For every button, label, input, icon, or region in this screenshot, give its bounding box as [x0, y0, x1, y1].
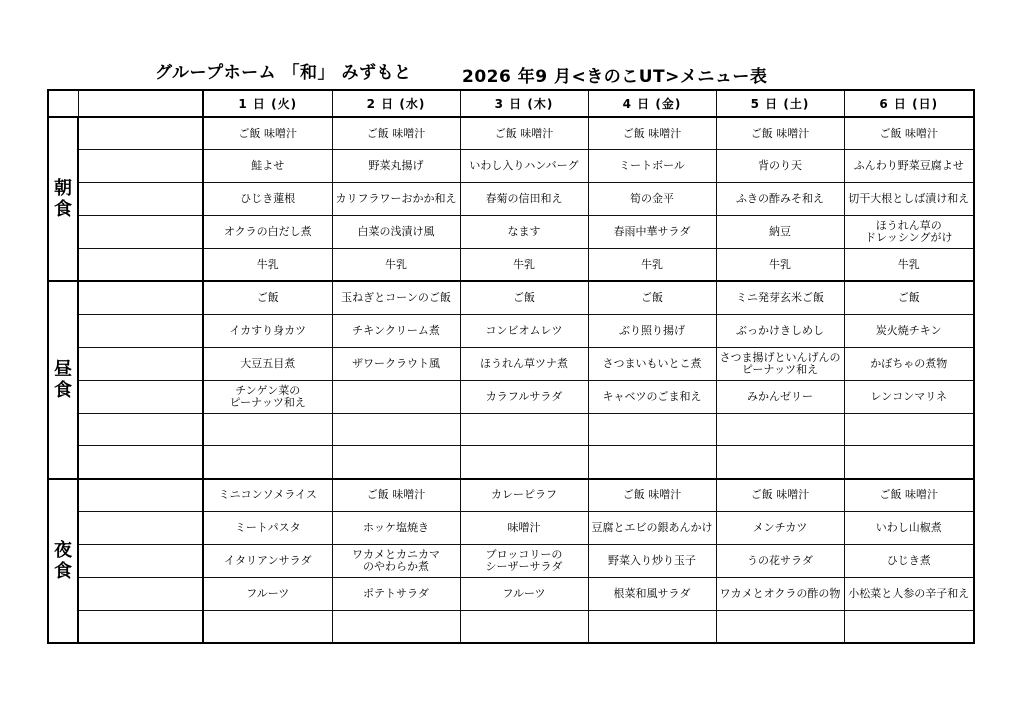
notes-cell — [78, 479, 203, 512]
menu-row — [48, 577, 974, 610]
dish-cell: ぶり照り揚げ — [588, 314, 716, 347]
dish-cell: ホッケ塩焼き — [332, 512, 460, 545]
menu-row — [48, 281, 974, 314]
dish-cell — [844, 446, 974, 479]
dish-cell: ご飯 味噌汁 — [716, 479, 844, 512]
header-corner-blank — [78, 90, 203, 117]
day-header: 3 日 (木) — [460, 90, 588, 117]
day-header: 1 日 (火) — [203, 90, 332, 117]
header-row — [48, 90, 974, 117]
dish-cell: ご飯 — [844, 281, 974, 314]
home-title: グループホーム 「和」 みずもと — [155, 63, 412, 83]
dish-cell: ご飯 味噌汁 — [460, 117, 588, 150]
dish-cell: 白菜の浅漬け風 — [332, 216, 460, 249]
dish-cell: ぶっかけきしめし — [716, 314, 844, 347]
meal-label: 昼 食 — [48, 281, 78, 478]
dish-cell: ご飯 味噌汁 — [332, 117, 460, 150]
dish-cell: ご飯 味噌汁 — [203, 117, 332, 150]
dish-cell: カレーピラフ — [460, 479, 588, 512]
dish-cell: なます — [460, 216, 588, 249]
menu-row — [48, 249, 974, 282]
dish-cell: 背のり天 — [716, 150, 844, 183]
notes-cell — [78, 446, 203, 479]
dish-cell — [332, 610, 460, 643]
day-header: 4 日 (金) — [588, 90, 716, 117]
notes-cell — [78, 347, 203, 380]
day-header: 5 日 (土) — [716, 90, 844, 117]
notes-cell — [78, 545, 203, 578]
dish-cell: ご飯 味噌汁 — [844, 479, 974, 512]
dish-cell: いわし山椒煮 — [844, 512, 974, 545]
dish-cell: 野菜丸揚げ — [332, 150, 460, 183]
meal-label: 夜 食 — [48, 479, 78, 643]
dish-cell: ほうれん草の ドレッシングがけ — [844, 216, 974, 249]
dish-cell: ミニ発芽玄米ご飯 — [716, 281, 844, 314]
notes-cell — [78, 577, 203, 610]
dish-cell: 牛乳 — [203, 249, 332, 282]
dish-cell — [716, 610, 844, 643]
dish-cell: ひじき煮 — [844, 545, 974, 578]
dish-cell: 牛乳 — [460, 249, 588, 282]
notes-cell — [78, 413, 203, 446]
dish-cell: ふきの酢みそ和え — [716, 183, 844, 216]
dish-cell — [203, 446, 332, 479]
notes-cell — [78, 281, 203, 314]
dish-cell: うの花サラダ — [716, 545, 844, 578]
dish-cell: 牛乳 — [332, 249, 460, 282]
notes-cell — [78, 117, 203, 150]
menu-row — [48, 512, 974, 545]
dish-cell: ほうれん草ツナ煮 — [460, 347, 588, 380]
dish-cell: 切干大根としば漬け和え — [844, 183, 974, 216]
menu-row — [48, 150, 974, 183]
dish-cell — [716, 413, 844, 446]
dish-cell — [716, 446, 844, 479]
dish-cell — [844, 413, 974, 446]
dish-cell: 野菜入り炒り玉子 — [588, 545, 716, 578]
dish-cell: メンチカツ — [716, 512, 844, 545]
menu-row — [48, 314, 974, 347]
menu-row — [48, 117, 974, 150]
dish-cell: カリフラワーおかか和え — [332, 183, 460, 216]
dish-cell: ワカメとカニカマ のやわらか煮 — [332, 545, 460, 578]
dish-cell: 小松菜と人参の辛子和え — [844, 577, 974, 610]
dish-cell — [460, 446, 588, 479]
dish-cell: 炭火焼チキン — [844, 314, 974, 347]
notes-cell — [78, 512, 203, 545]
menu-row — [48, 380, 974, 413]
dish-cell: 牛乳 — [844, 249, 974, 282]
dish-cell: ご飯 味噌汁 — [588, 479, 716, 512]
dish-cell — [844, 610, 974, 643]
dish-cell: 根菜和風サラダ — [588, 577, 716, 610]
dish-cell: さつま揚げといんげんの ピーナッツ和え — [716, 347, 844, 380]
menu-row — [48, 479, 974, 512]
dish-cell: みかんゼリー — [716, 380, 844, 413]
dish-cell: フルーツ — [203, 577, 332, 610]
dish-cell: 豆腐とエビの銀あんかけ — [588, 512, 716, 545]
dish-cell: ご飯 — [460, 281, 588, 314]
notes-cell — [78, 150, 203, 183]
dish-cell: ワカメとオクラの酢の物 — [716, 577, 844, 610]
dish-cell: オクラの白だし煮 — [203, 216, 332, 249]
dish-cell — [588, 610, 716, 643]
dish-cell: 味噌汁 — [460, 512, 588, 545]
notes-cell — [78, 249, 203, 282]
menu-row — [48, 545, 974, 578]
menu-row — [48, 610, 974, 643]
dish-cell: ふんわり野菜豆腐よせ — [844, 150, 974, 183]
dish-cell — [203, 413, 332, 446]
dish-cell: ご飯 — [203, 281, 332, 314]
notes-cell — [78, 216, 203, 249]
dish-cell: 春菊の信田和え — [460, 183, 588, 216]
dish-cell: 筍の金平 — [588, 183, 716, 216]
menu-row — [48, 183, 974, 216]
menu-month-title: 2026 年9 月<きのこUT>メニュー表 — [462, 67, 768, 87]
dish-cell: チキンクリーム煮 — [332, 314, 460, 347]
notes-cell — [78, 610, 203, 643]
dish-cell — [203, 610, 332, 643]
dish-cell: ご飯 — [588, 281, 716, 314]
dish-cell: ご飯 味噌汁 — [588, 117, 716, 150]
dish-cell: フルーツ — [460, 577, 588, 610]
dish-cell: レンコンマリネ — [844, 380, 974, 413]
day-header: 6 日 (日) — [844, 90, 974, 117]
menu-row — [48, 347, 974, 380]
dish-cell: 納豆 — [716, 216, 844, 249]
dish-cell: イカすり身カツ — [203, 314, 332, 347]
dish-cell: さつまいもいとこ煮 — [588, 347, 716, 380]
dish-cell: キャベツのごま和え — [588, 380, 716, 413]
dish-cell: ご飯 味噌汁 — [332, 479, 460, 512]
dish-cell — [332, 413, 460, 446]
dish-cell: 牛乳 — [716, 249, 844, 282]
dish-cell: ミニコンソメライス — [203, 479, 332, 512]
dish-cell: かぼちゃの煮物 — [844, 347, 974, 380]
dish-cell: ご飯 味噌汁 — [716, 117, 844, 150]
dish-cell: 春雨中華サラダ — [588, 216, 716, 249]
meal-label: 朝 食 — [48, 117, 78, 281]
dish-cell: カラフルサラダ — [460, 380, 588, 413]
dish-cell: ご飯 味噌汁 — [844, 117, 974, 150]
dish-cell — [588, 413, 716, 446]
dish-cell: ザワークラウト風 — [332, 347, 460, 380]
notes-cell — [78, 314, 203, 347]
day-header: 2 日 (水) — [332, 90, 460, 117]
dish-cell — [332, 380, 460, 413]
dish-cell: ミートパスタ — [203, 512, 332, 545]
dish-cell: 牛乳 — [588, 249, 716, 282]
dish-cell: いわし入りハンバーグ — [460, 150, 588, 183]
menu-row — [48, 216, 974, 249]
header-corner-meal — [48, 90, 78, 117]
dish-cell — [332, 446, 460, 479]
dish-cell — [460, 413, 588, 446]
dish-cell: 鮭よせ — [203, 150, 332, 183]
dish-cell: ミートボール — [588, 150, 716, 183]
notes-cell — [78, 380, 203, 413]
menu-row — [48, 446, 974, 479]
dish-cell: ポテトサラダ — [332, 577, 460, 610]
dish-cell — [588, 446, 716, 479]
menu-row — [48, 413, 974, 446]
dish-cell — [460, 610, 588, 643]
notes-cell — [78, 183, 203, 216]
dish-cell: ひじき蓮根 — [203, 183, 332, 216]
dish-cell: 大豆五目煮 — [203, 347, 332, 380]
dish-cell: チンゲン菜の ピーナッツ和え — [203, 380, 332, 413]
menu-table — [47, 89, 975, 644]
dish-cell: イタリアンサラダ — [203, 545, 332, 578]
dish-cell: ブロッコリーの シーザーサラダ — [460, 545, 588, 578]
dish-cell: コンビオムレツ — [460, 314, 588, 347]
dish-cell: 玉ねぎとコーンのご飯 — [332, 281, 460, 314]
